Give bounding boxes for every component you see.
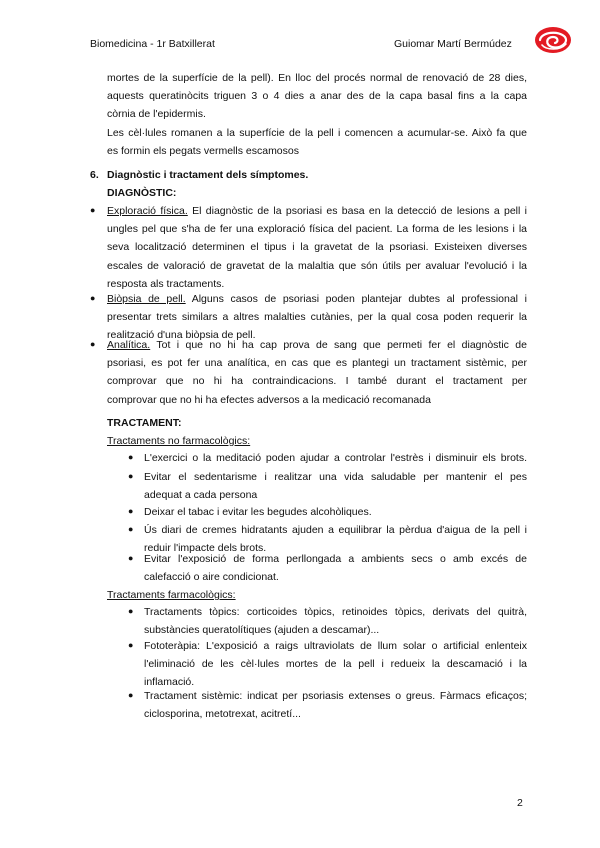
item-line: realització d'una biòpsia de pell. bbox=[107, 329, 256, 342]
item-line: seva localització determinen el tipus i la gravetat de la psoriasi. Existeixen diverses bbox=[107, 241, 527, 254]
item-term: Analítica. bbox=[107, 339, 151, 351]
list-item: Fototeràpia: L'exposició a raigs ultraviolats de llum solar o artificial enlenteix l'eliminació de les cèl·lules mortes de la pell i redueix la descamació i la inflamació. bbox=[144, 640, 527, 689]
item-line: comprovar que no hi ha efectes adversos a la medicació recomanada bbox=[107, 393, 431, 406]
treatment-heading: TRACTAMENT: bbox=[107, 417, 182, 429]
page-number: 2 bbox=[517, 797, 523, 809]
list-item: Tractament sistèmic: indicat per psoriasis extenses o greus. Fàrmacs eficaços; ciclosporina, metotrexat, acitretí... bbox=[144, 690, 527, 721]
intro-line: mortes de la superfície de la pell). En lloc del procés normal de renovació de 28 dies, bbox=[107, 72, 527, 84]
list-item: Ús diari de cremes hidratants ajuden a equilibrar la pèrdua d'aigua de la pell i reduir l'impacte dels brots. bbox=[144, 524, 527, 555]
intro-paragraph bbox=[107, 69, 527, 160]
bullet-icon: ● bbox=[128, 452, 134, 462]
non-pharma-heading: Tractaments no farmacològics: bbox=[107, 435, 251, 447]
bullet-icon: ● bbox=[128, 640, 134, 650]
bullet-icon: ● bbox=[128, 606, 134, 616]
section-number: 6. bbox=[90, 169, 99, 181]
diagnostic-item bbox=[107, 336, 527, 409]
intro-line: aquests queratinòcits triguen 3 o 4 dies a anar des de la capa basal fins a la capa bbox=[107, 90, 527, 103]
header-left: Biomedicina - 1r Batxillerat bbox=[90, 38, 215, 50]
item-line: ungles pel que s'ha de fer una exploració física del pacient. La forma de les lesions i la bbox=[107, 223, 527, 236]
bullet-icon: ● bbox=[90, 205, 96, 215]
item-line: Biòpsia de pell. Alguns casos de psoriasi poden plantejar dubtes al professional i bbox=[107, 293, 527, 305]
list-item: Tractaments tòpics: corticoides tòpics, retinoides tòpics, derivats del quitrà, substàncies queratolítiques (ajuden a descamar)... bbox=[144, 606, 527, 637]
header-right: Guiomar Martí Bermúdez bbox=[394, 38, 512, 50]
intro-line: es formin els pegats vermells escamosos bbox=[107, 144, 299, 157]
item-line: escales de valoració de gravetat de la malaltia que són útils per avaluar l'evolució i la bbox=[107, 259, 527, 272]
intro-line: còrnia de l'epidermis. bbox=[107, 108, 206, 121]
bullet-icon: ● bbox=[128, 471, 134, 481]
intro-line: Les cèl·lules romanen a la superfície de la pell i comencen a acumular-se. Això fa que bbox=[107, 126, 527, 139]
list-item: Deixar el tabac i evitar les begudes alcohòliques. bbox=[144, 506, 372, 518]
bullet-icon: ● bbox=[90, 293, 96, 303]
section-title: Diagnòstic i tractament dels símptomes. bbox=[107, 169, 309, 181]
red-spiral-logo-icon bbox=[532, 25, 572, 55]
pharma-heading: Tractaments farmacològics: bbox=[107, 589, 236, 601]
bullet-icon: ● bbox=[128, 506, 134, 516]
item-line: psoriasi, es pot fer una analítica, en cas que es plantegi un tractament sistèmic, per bbox=[107, 357, 527, 370]
item-line: comprovar que no hi ha contraindicacions. I també durant el tractament per bbox=[107, 375, 527, 388]
item-term: Exploració física. bbox=[107, 205, 188, 217]
item-line: Exploració física. El diagnòstic de la psoriasi es basa en la detecció de lesions a pell i bbox=[107, 205, 527, 217]
list-item: Evitar l'exposició de forma perllongada a ambients secs o amb excés de calefacció o aire condicionat. bbox=[144, 553, 527, 584]
list-item: L'exercici o la meditació poden ajudar a controlar l'estrès i disminuir els brots. bbox=[144, 452, 527, 464]
item-line: resposta als tractaments. bbox=[107, 277, 225, 290]
bullet-icon: ● bbox=[90, 339, 96, 349]
list-item: Evitar el sedentarisme i realitzar una vida saludable per mantenir el pes adequat a cada persona bbox=[144, 471, 527, 502]
bullet-icon: ● bbox=[128, 553, 134, 563]
item-term: Biòpsia de pell. bbox=[107, 293, 186, 305]
item-line: presentar trets similars a altres malalties cutànies, per la qual cosa poden requerir la bbox=[107, 311, 527, 324]
item-line: Analítica. Tot i que no hi ha cap prova de sang que permeti fer el diagnòstic de bbox=[107, 339, 527, 351]
bullet-icon: ● bbox=[128, 690, 134, 700]
diagnostic-heading: DIAGNÒSTIC: bbox=[107, 187, 177, 199]
bullet-icon: ● bbox=[128, 524, 134, 534]
diagnostic-item bbox=[107, 202, 527, 293]
